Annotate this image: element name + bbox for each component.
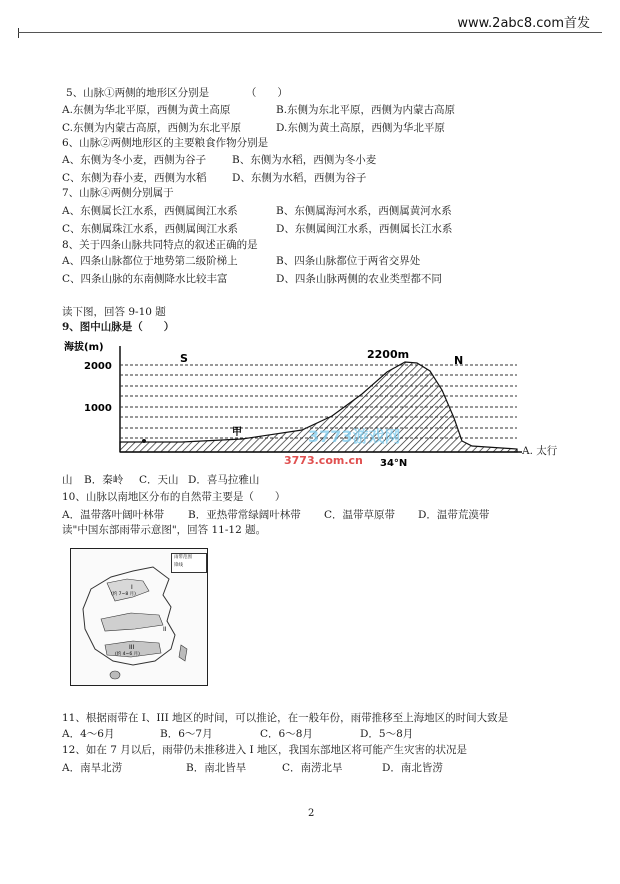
q12-option-d: D．南北皆涝 [382, 762, 443, 774]
page-number: 2 [308, 808, 315, 819]
q7-option-a: A、东侧属长江水系，西侧属闽江水系 [62, 205, 238, 217]
read-instruction-11-12: 读"中国东部雨带示意图"，回答 11-12 题。 [62, 524, 267, 536]
q10-option-a: A．温带落叶阔叶林带 [62, 509, 165, 521]
q10-stem: 10、山脉以南地区分布的自然带主要是（ ） [62, 491, 286, 503]
q12-option-c: C．南涝北旱 [282, 762, 343, 774]
q7-option-c: C、东侧属珠江水系，西侧属闽江水系 [62, 223, 239, 235]
rain-band-i [107, 579, 149, 601]
watermark-url: 3773.com.cn [284, 454, 363, 467]
margin-tick [18, 28, 19, 38]
q12-option-a: A．南旱北涝 [62, 762, 123, 774]
q9-option-a-tail: 山 [62, 474, 73, 486]
tick-2000: 2000 [84, 361, 112, 372]
q6-option-b: B、东侧为水稻，西侧为冬小麦 [232, 154, 377, 166]
label-jul-aug: (约 7~8 月) [111, 592, 136, 597]
q5-stem: 5、山脉①两侧的地形区分别是 （ ） [66, 87, 288, 99]
legend-front-line: 锋线 [174, 563, 183, 568]
q11-option-b: B．6～7月 [160, 728, 213, 740]
label-apr-jun: (约 4~6 月) [115, 652, 140, 657]
q9-option-b: B．秦岭 [84, 474, 124, 486]
q5-option-b: B.东侧为东北平原，西侧为内蒙古高原 [276, 104, 456, 116]
header-rule [18, 32, 602, 33]
mountain-profile-diagram [62, 338, 532, 468]
latitude-label: 34°N [380, 458, 408, 468]
taiwan-island [179, 645, 187, 661]
legend-rain-band: 雨带范围 [174, 555, 192, 560]
q11-option-a: A．4～6月 [62, 728, 115, 740]
q6-stem: 6、山脉②两侧地形区的主要粮食作物分别是 [62, 137, 269, 149]
read-instruction-9-10: 读下图，回答 9-10 题 [62, 306, 166, 318]
north-label: N [454, 354, 464, 367]
q10-option-c: C．温带草原带 [324, 509, 396, 521]
q8-option-c: C、四条山脉的东南侧降水比较丰富 [62, 273, 228, 285]
q9-option-a: A. 太行 [522, 445, 558, 457]
peak-label: 2200m [367, 348, 410, 361]
q5-option-d: D.东侧为黄土高原，西侧为华北平原 [276, 122, 445, 134]
rain-belt-map-graphic [71, 549, 207, 685]
rain-belt-map [70, 548, 208, 686]
q12-stem: 12、如在 7 月以后，雨带仍未推移进入 I 地区，我国东部地区将可能产生灾害的状况是 [62, 744, 468, 756]
tick-1000: 1000 [84, 403, 112, 414]
label-region-i: I [131, 584, 133, 591]
q6-option-d: D、东侧为水稻，西侧为谷子 [232, 172, 367, 184]
q9-option-d: D．喜马拉雅山 [188, 474, 260, 486]
jia-label: 甲 [232, 427, 242, 438]
q8-option-d: D、四条山脉两侧的农业类型都不同 [276, 273, 442, 285]
q8-option-a: A、四条山脉都位于地势第二级阶梯上 [62, 255, 238, 267]
q10-option-d: D．温带荒漠带 [418, 509, 490, 521]
q11-option-d: D．5～8月 [360, 728, 414, 740]
q9-option-c: C．天山 [139, 474, 179, 486]
q10-option-b: B．亚热带常绿阔叶林带 [188, 509, 301, 521]
q6-option-a: A、东侧为冬小麦，西侧为谷子 [62, 154, 207, 166]
watermark-logo: 3773游戏网 [308, 427, 401, 446]
q11-option-c: C．6～8月 [260, 728, 313, 740]
q7-option-d: D、东侧属闽江水系，西侧属长江水系 [276, 223, 453, 235]
q8-option-b: B、四条山脉都位于两省交界处 [276, 255, 421, 267]
q6-option-c: C、东侧为春小麦，西侧为水稻 [62, 172, 207, 184]
profile-y-label: 海拔(m) [64, 342, 104, 353]
q9-stem: 9、图中山脉是（ ） [62, 321, 175, 333]
q7-option-b: B、东侧属海河水系，西侧属黄河水系 [276, 205, 452, 217]
q12-option-b: B．南北皆旱 [186, 762, 247, 774]
q5-option-a: A.东侧为华北平原，西侧为黄土高原 [62, 104, 231, 116]
label-region-ii: II [163, 626, 167, 633]
site-header: www.2abc8.com首发 [457, 16, 590, 31]
profile-marker-dot [142, 439, 146, 443]
q8-stem: 8、关于四条山脉共同特点的叙述正确的是 [62, 239, 258, 251]
label-region-iii: III [129, 644, 135, 651]
q7-stem: 7、山脉④两侧分别属于 [62, 187, 174, 199]
south-label: S [180, 352, 188, 365]
rain-band-ii [101, 613, 163, 631]
hainan-island [110, 671, 120, 679]
q5-option-c: C.东侧为内蒙古高原，西侧为东北平原 [62, 122, 241, 134]
q11-stem: 11、根据雨带在 I、III 地区的时间，可以推论，在一般年份，雨带推移至上海地区的时间大致是 [62, 712, 509, 724]
